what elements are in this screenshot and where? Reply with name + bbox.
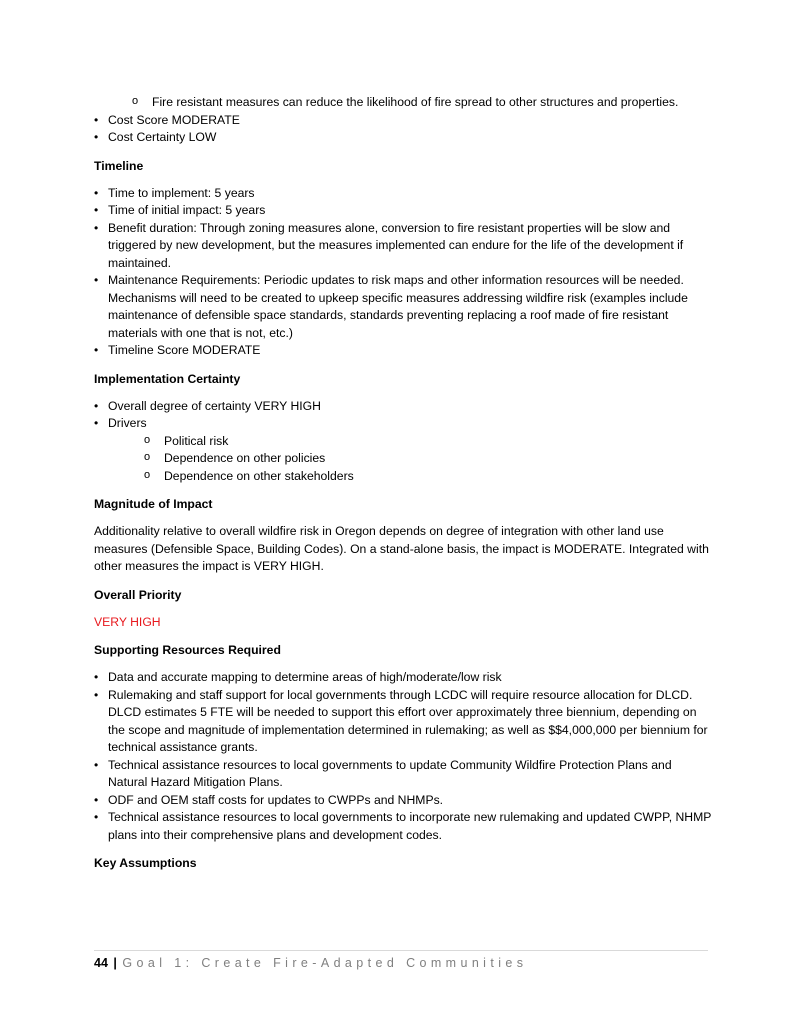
list-item: • Cost Certainty LOW: [94, 129, 714, 147]
certainty-heading: Implementation Certainty: [94, 371, 241, 386]
list-item: • ODF and OEM staff costs for updates to CWPPs and NHMPs.: [94, 792, 714, 810]
assumptions-heading: Key Assumptions: [94, 856, 197, 870]
list-item: o Dependence on other stakeholders: [94, 468, 714, 486]
page-number: 44: [94, 956, 108, 970]
list-item: • Data and accurate mapping to determine areas of high/moderate/low risk: [94, 669, 714, 687]
list-item: o Political risk: [94, 433, 714, 451]
priority-heading: Overall Priority: [94, 587, 182, 602]
priority-value: VERY HIGH: [94, 614, 161, 629]
list-item: • Benefit duration: Through zoning measures alone, conversion to fire resistant properties will be slow and triggered by new development, but the measures implemented can endure for the life of the development if maintained.: [94, 220, 714, 273]
list-item: • Timeline Score MODERATE: [94, 342, 714, 360]
list-item: o Fire resistant measures can reduce the likelihood of fire spread to other structures and properties.: [94, 94, 714, 112]
timeline-list: [94, 185, 714, 360]
top-subbullet-list: [94, 94, 714, 112]
list-item: • Maintenance Requirements: Periodic updates to risk maps and other information resources will be needed. Mechanisms will need to be created to upkeep specific measures addressing wildfire risk (examples include maintenance of defensible space standards, standards preventing replacing a roof made of fire resistant materials with one that is not, etc.): [94, 272, 714, 342]
timeline-heading: Timeline: [94, 158, 144, 173]
cost-bullet-list: [94, 112, 714, 147]
list-item: • Overall degree of certainty VERY HIGH: [94, 398, 714, 416]
resources-heading: Supporting Resources Required: [94, 643, 281, 657]
list-item: o Dependence on other policies: [94, 450, 714, 468]
page-content: [94, 94, 714, 882]
footer-separator: |: [113, 956, 117, 970]
list-item: • Technical assistance resources to local governments to incorporate new rulemaking and updated CWPP, NHMP plans into their comprehensive plans and development codes.: [94, 809, 714, 844]
list-item: • Time of initial impact: 5 years: [94, 202, 714, 220]
drivers-list: [94, 433, 714, 486]
magnitude-paragraph: Additionality relative to overall wildfire risk in Oregon depends on degree of integration with other land use measures (Defensible Space, Building Codes). On a stand-alone basis, the impact is MODERATE. Integrated with other measures the impact is VERY HIGH.: [94, 524, 709, 573]
magnitude-heading: Magnitude of Impact: [94, 497, 213, 511]
certainty-list: [94, 398, 714, 433]
resources-list: [94, 669, 714, 844]
page-footer: [94, 950, 708, 970]
list-item: • Rulemaking and staff support for local governments through LCDC will require resource allocation for DLCD. DLCD estimates 5 FTE will be needed to support this effort over approximately three biennium, depending on the scope and magnitude of implementation determined in rulemaking; as well as $$4,000,000 per biennium for technical assistance grants.: [94, 687, 714, 757]
list-item: • Drivers: [94, 415, 714, 433]
footer-title: Goal 1: Create Fire-Adapted Communities: [122, 956, 528, 970]
list-item: • Time to implement: 5 years: [94, 185, 714, 203]
list-item: • Cost Score MODERATE: [94, 112, 714, 130]
list-item: • Technical assistance resources to local governments to update Community Wildfire Protection Plans and Natural Hazard Mitigation Plans.: [94, 757, 714, 792]
